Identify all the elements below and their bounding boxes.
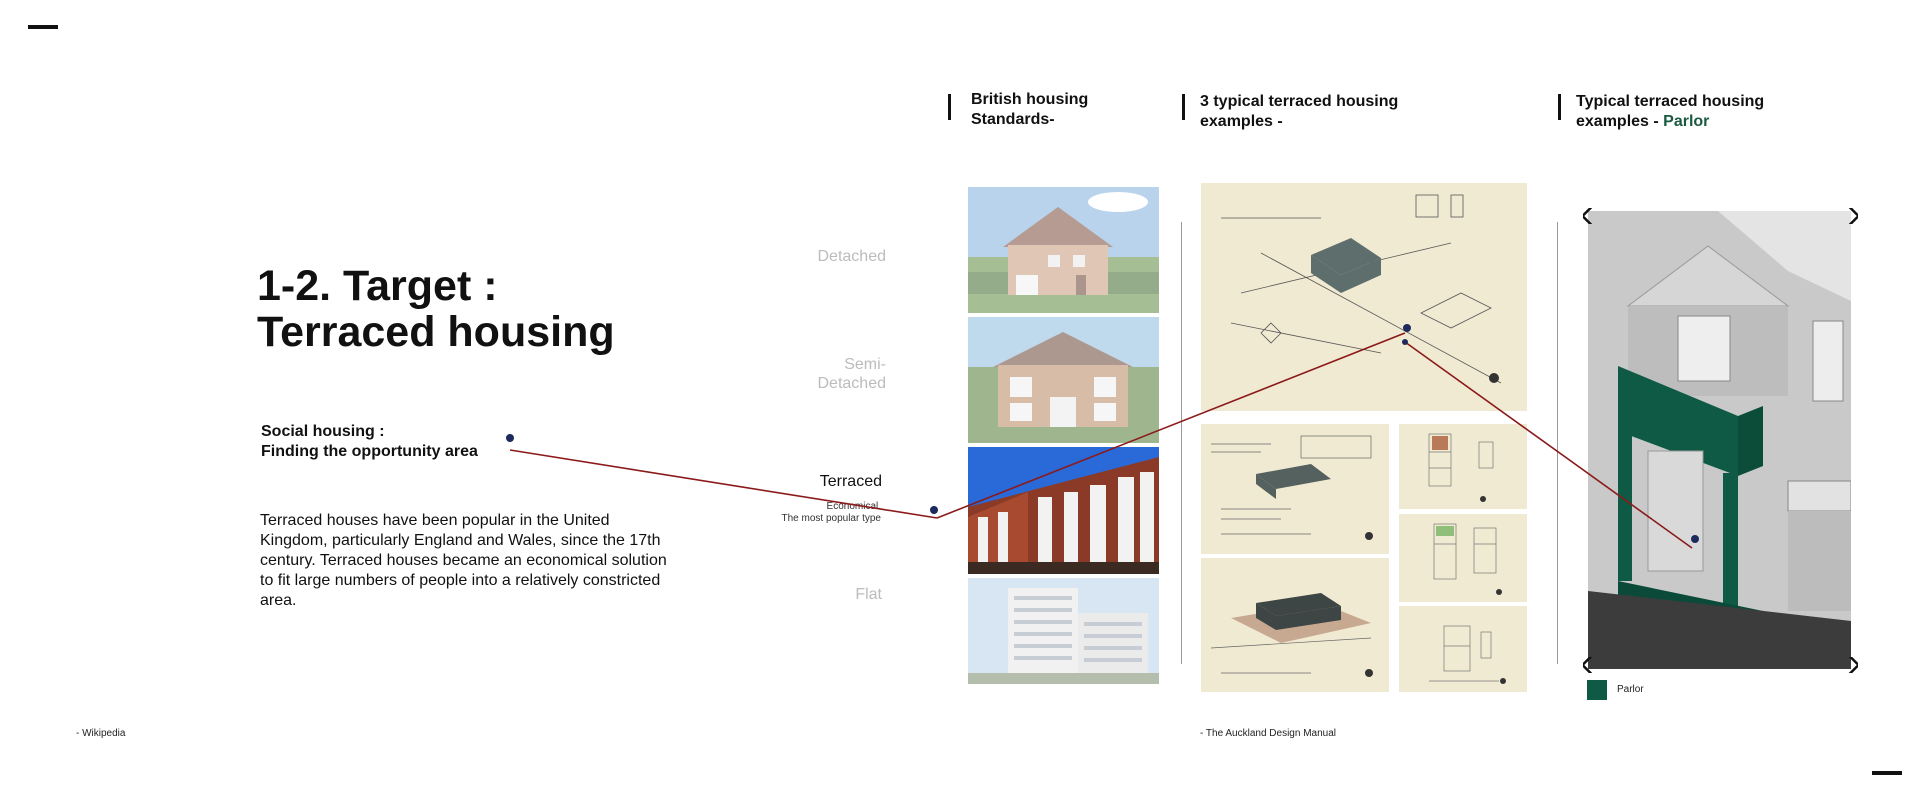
header-typical-line-1: Typical terraced housing: [1576, 93, 1765, 110]
header-typical-accent: Parlor: [1663, 113, 1710, 130]
page-title-line-1: 1-2. Target :: [257, 262, 498, 310]
header-typical-prefix: examples -: [1576, 113, 1664, 130]
terraced-note-line-2: The most popular type: [781, 513, 881, 524]
page-title-line-2: Terraced housing: [257, 308, 615, 356]
source-wikipedia: - Wikipedia: [76, 728, 126, 739]
connector-dot-terraced: [930, 506, 938, 514]
legend-label-parlor: Parlor: [1617, 684, 1644, 695]
terraced-note-line-1: Economical.: [826, 501, 881, 512]
category-flat: Flat: [855, 586, 882, 603]
body-paragraph: Terraced houses have been popular in the United Kingdom, particularly England and Wales, since the 17th century. Terraced houses became an economical solution to fit large numbers of people into a relatively constricted area.: [260, 512, 667, 609]
connector-subtitle-to-terraced: [510, 450, 937, 518]
connector-dot-subtitle: [506, 434, 514, 442]
connector-sketch-to-parlor: [1405, 342, 1692, 548]
connector-terraced-to-sketch: [937, 333, 1405, 518]
category-semi-line-2: Detached: [817, 375, 886, 392]
source-auckland-design-manual: - The Auckland Design Manual: [1200, 728, 1337, 739]
connector-dot-sketch-lower: [1402, 339, 1408, 345]
category-detached: Detached: [817, 248, 886, 265]
header-standards-line-2: Standards-: [971, 111, 1055, 128]
subtitle-line-2: Finding the opportunity area: [261, 443, 478, 460]
header-standards-line-1: British housing: [971, 91, 1089, 108]
category-terraced: Terraced: [819, 473, 882, 490]
header-examples-line-2: examples -: [1200, 113, 1283, 130]
subtitle-line-1: Social housing :: [261, 423, 385, 440]
connector-dot-parlor: [1691, 535, 1699, 543]
category-semi-line-1: Semi-: [844, 356, 886, 373]
connector-dot-sketch-upper: [1403, 324, 1411, 332]
header-examples-line-1: 3 typical terraced housing: [1200, 93, 1399, 110]
